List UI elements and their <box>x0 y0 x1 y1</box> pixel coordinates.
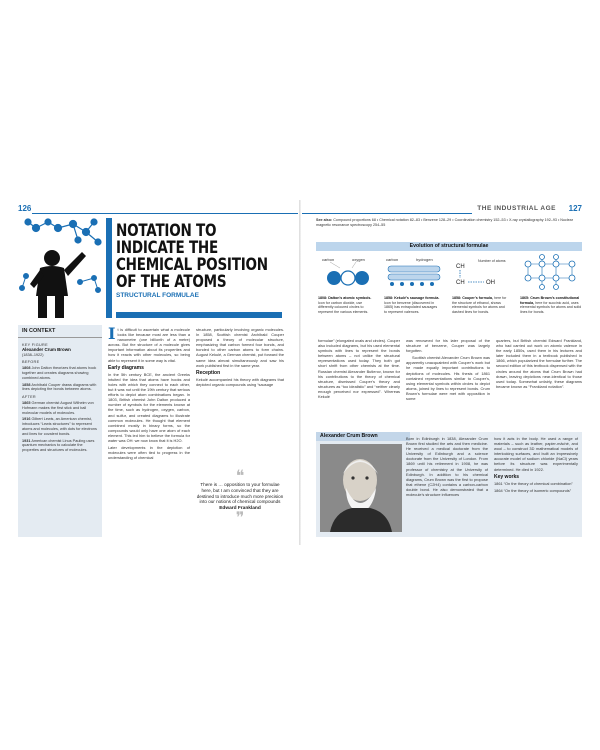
caption-kekule <box>384 296 440 314</box>
quote-text: There is … opposition to your formulae here, but I am convinced that they are destined to introduce much more precision into our notions of chemical compounds <box>196 482 284 505</box>
key-figure-label: KEY FIGURE <box>22 343 48 347</box>
body-paragraph: Kekulé accompanied his theory with diagrams that depicted organic compounds using “sausage <box>196 376 284 387</box>
title-line-1: NOTATION TO <box>116 221 217 240</box>
in-context-heading: IN CONTEXT <box>18 325 102 338</box>
caption-dalton <box>318 296 374 314</box>
close-quote-icon: ❞ <box>235 507 245 527</box>
before-year: 1858 <box>22 382 31 387</box>
title-line-3: CHEMICAL POSITION <box>116 255 268 274</box>
subtitle: STRUCTURAL FORMULAE <box>116 292 199 299</box>
portrait-icon <box>320 444 402 532</box>
kekule-diagram <box>384 254 444 292</box>
pull-quote <box>196 466 284 527</box>
key-works-label: Key works <box>494 473 520 480</box>
body-paragraph: Later developments in the depiction of molecules were often tied to progress in the understanding of chemical <box>108 445 190 461</box>
caption-crum-brown <box>520 296 582 314</box>
scientist-molecule-illustration <box>18 218 104 322</box>
bio-column-1 <box>406 436 488 499</box>
key-figure-dates: (1838–1922) <box>22 352 44 357</box>
title-line-4: OF THE ATOMS <box>116 272 227 291</box>
body-column-2 <box>196 327 284 389</box>
quote-author: Edward Frankland <box>219 506 261 512</box>
label-hydrogen: hydrogen <box>416 257 433 262</box>
body-column-1 <box>108 324 190 462</box>
formula-ch: CH <box>456 280 465 286</box>
body-paragraph: quarters, but British chemist Edward Frankland, who had carried out work on atomic valence in the early 1850s, used them in his lectures and later included them in a textbook published in 1866, which popularized the formulae further. The second edition of this textbook dispensed with the circles around the atoms that Crum Brown had drawn, leaving depictions near-identical to those used today. Somewhat unfairly, these diagrams became known as “Frankland notation”. <box>496 338 582 389</box>
bio-heading: Alexander Crum Brown <box>316 432 410 441</box>
after-label: AFTER <box>22 395 36 400</box>
title-accent-bar <box>106 218 112 318</box>
see-also-text: Compound proportions 68 • Chemical notation 82–83 • Benzene 128–29 • Coordination chemistry 152–53 • X-ray crystallography 192–93 • Nuclear magnetic resonance spectroscopy 254–55 <box>316 218 573 227</box>
body-paragraph: was renowned for his later proposal of the structure of benzene, Couper was largely forgotten. <box>406 338 490 354</box>
before-label: BEFORE <box>22 360 40 365</box>
biography-box <box>316 432 582 537</box>
caption-title: Crum Brown’s constitutional formula, <box>520 296 580 305</box>
caption-year: 1858: <box>384 296 394 300</box>
after-year: 1931 <box>22 438 31 443</box>
running-head: THE INDUSTRIAL AGE <box>477 205 556 212</box>
caption-year: 1858: <box>452 296 462 300</box>
caption-title: Dalton’s atomic symbols. <box>328 296 372 300</box>
caption-text: Icon for benzene (discovered in 1865) has extrapolated sausages to represent valences. <box>384 300 438 314</box>
see-also-label: See also: <box>316 218 333 222</box>
dalton-diagram <box>318 254 378 292</box>
label-number-of-atoms: Number of atoms <box>478 259 506 263</box>
couper-diagram <box>452 254 512 292</box>
top-rule-right <box>302 213 472 214</box>
key-work-item: 1861 “On the theory of chemical combination” <box>494 480 573 486</box>
caption-year: 1865: <box>520 296 530 300</box>
title-block <box>116 222 296 299</box>
after-text: American chemist Linus Pauling uses quantum mechanics to calculate the properties and structures of molecules. <box>22 438 95 453</box>
gutter <box>299 200 301 545</box>
body-column-4 <box>406 338 490 403</box>
section-heading-early-diagrams: Early diagrams <box>108 364 144 371</box>
caption-couper <box>452 296 508 314</box>
body-column-5 <box>496 338 582 391</box>
formula-oh: OH <box>486 280 495 286</box>
bio-paragraph: how it acts in the body. He used a range of materials – such as leather, papier-mâché, and wool – to construct 3D mathematical models of interlocking surfaces, and built an impressively accurate model of sodium chloride (NaCl) years before its structure was experimentally determined. He died in 1922. <box>494 436 578 472</box>
body-paragraph: In the 5th century BCE, the ancient Greeks intuited the idea that atoms have hooks and holes with which they connect to each other, but it was not until the 19th century that serious efforts to depict atom combinations began. In 1803, British chemist John Dalton produced a number of symbols for the elements known at the time, such as hydrogen, oxygen, carbon, and sulfur, and created diagrams to illustrate common molecules. He thought that element combined mostly in binary forms, so the compounds would only have one atom of each element. This led him to believe the formula for water was OH: we now know that it is H2O. <box>108 371 190 443</box>
caption-title: Kekulé’s sausage formula. <box>394 296 440 300</box>
in-context-panel <box>18 325 102 537</box>
crum-brown-diagram <box>518 254 582 292</box>
body-paragraph: Scottish chemist Alexander Crum Brown was apparently unacquainted with Couper’s work but he made equally important contributions to depictions of molecules. His thesis of 1861 contained representations similar to Couper’s, using elemental symbols within circles to depict atoms, joined by lines to represent bonds. Crum Brown’s formulae were met with opposition in some <box>406 355 490 402</box>
section-heading-reception: Reception <box>196 369 221 376</box>
bio-column-2 <box>494 436 578 495</box>
body-paragraph: structure, particularly involving organic molecules. In 1858, Scottish chemist Archibald Couper proposed a theory of molecular structure, emphasizing that carbon formed four bonds, and bonded to other carbon atoms to form chains. August Kekulé, a German chemist, put forward the same idea almost simultaneously and saw his work published first in the same year. <box>196 327 284 368</box>
body-column-3 <box>318 338 400 401</box>
label-carbon: carbon <box>322 257 335 262</box>
caption-text: here for the structure of ethanol, shows elemental symbols for atoms and dashed lines for bonds. <box>452 296 507 314</box>
after-text: Gilbert Lewis, an American chemist, introduces “Lewis structures” to represent atoms and molecules, with dots for electrons and lines for covalent bonds. <box>22 417 97 436</box>
caption-year: 1808: <box>318 296 328 300</box>
right-folio: 127 <box>568 204 582 213</box>
top-rule-left <box>32 213 298 214</box>
evolution-heading: Evolution of structural formulae <box>316 242 582 251</box>
key-work-item: 1864 “On the theory of isomeric compounds” <box>494 487 571 493</box>
caption-text: here for succinic acid, uses elemental symbols for atoms and solid lines for bonds. <box>520 300 582 314</box>
after-year: 1865 <box>22 400 31 405</box>
left-folio: 126 <box>18 204 32 213</box>
open-quote-icon: ❝ <box>235 466 245 485</box>
bio-paragraph: Born in Edinburgh in 1838, Alexander Crum Brown first studied the arts and then medicine. He received a medical doctorate from the University of Edinburgh and a science doctorate from the University of London. From 1869 until his retirement in 1908, he was professor of chemistry at the University of Edinburgh. In addition to his chemical diagrams, Crum Brown was the first to propose that ethene (C2H4) contains a carbon-carbon double bond. He also demonstrated that a molecule’s structure influences <box>406 436 488 498</box>
key-figure-name: Alexander Crum Brown <box>22 346 71 352</box>
before-text: Archibald Couper draws diagrams with lines depicting the bonds between atoms. <box>22 382 97 392</box>
label-carbon: carbon <box>386 257 399 262</box>
formula-ch: CH <box>456 264 465 270</box>
before-year: 1808 <box>22 366 31 371</box>
caption-text: Icon for carbon dioxide, use differently coloured circles to represent the various elements. <box>318 300 369 314</box>
caption-title: Couper’s formula, <box>462 296 493 300</box>
before-text: John Dalton theorizes that atoms hook together and creates diagrams showing combined atoms. <box>22 366 97 380</box>
drop-cap: I <box>108 324 116 343</box>
title-underline-bar <box>116 312 282 318</box>
title-line-2: INDICATE THE <box>116 238 219 257</box>
after-year: 1916 <box>22 417 31 422</box>
label-oxygen: oxygen <box>352 257 365 262</box>
after-text: German chemist August Wilhelm von Hofmann makes the first stick and ball molecular models of molecules. <box>22 400 94 415</box>
body-paragraph: t is difficult to ascertain what a molecule looks like because most are less than a nanometre (one billionth of a metre) across. But the structure of a molecule gives important information about its properties and how it reacts with other molecules, so being able to represent it in some way is vital. <box>108 327 190 363</box>
body-paragraph: formulae” (elongated ovals and circles). Couper also included diagrams, but his used elemental symbols with lines to represent the bonds between atoms – not unlike the structural representations used today. They both got short shrift from other chemists at the time. Russian chemist Alexander Butlerov, known for his contributions to the theory of chemical structure, dismissed Couper’s theory and structures as “too idealistic” and “neither clearly enough perceived nor expressed”. Whereas Kekulé <box>318 338 400 400</box>
portrait-photo <box>320 444 402 532</box>
see-also <box>316 218 584 227</box>
